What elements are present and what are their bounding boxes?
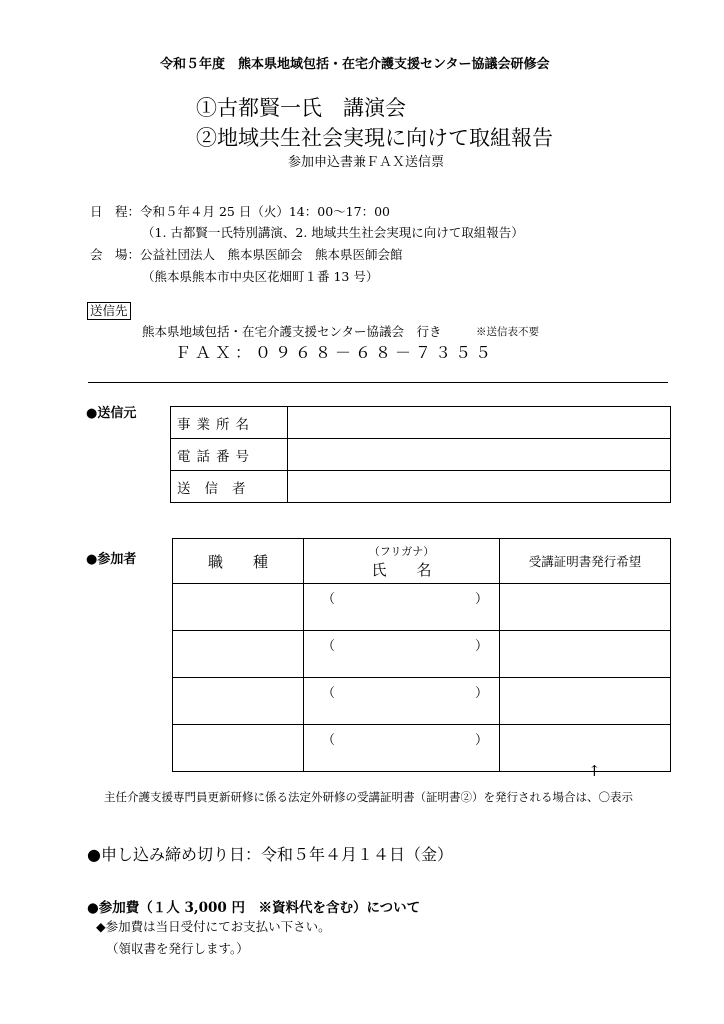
- participants-table: [172, 538, 671, 772]
- occupation-field[interactable]: [173, 584, 304, 631]
- col-certificate-header: 受講証明書発行希望: [500, 539, 671, 584]
- office-name-field[interactable]: [288, 407, 671, 439]
- table-row: [171, 471, 671, 503]
- phone-number-field[interactable]: [288, 439, 671, 471]
- participants-label: ●参加者: [86, 552, 137, 567]
- certificate-note: 主任介護支援専門員更新研修に係る法定外研修の受講証明書（証明書②）を発行される場合は、〇表示: [104, 790, 633, 804]
- name-field[interactable]: [304, 631, 500, 678]
- office-name-label: 事業所名: [171, 407, 288, 439]
- sender-table: [170, 406, 671, 503]
- paren-open: （: [322, 639, 336, 654]
- arrow-up-icon: ↑: [588, 762, 601, 780]
- name-field[interactable]: [304, 725, 500, 772]
- fee-payment-note: ◆参加費は当日受付にてお支払い下さい。: [96, 919, 331, 934]
- paren-close: ）: [475, 733, 489, 748]
- col-occupation-header: 職 種: [173, 539, 304, 584]
- table-row: [173, 584, 671, 631]
- col-name-header: [304, 539, 500, 584]
- paren-close: ）: [475, 639, 489, 654]
- phone-number-label: 電話番号: [171, 439, 288, 471]
- table-row: [173, 631, 671, 678]
- schedule-address: （熊本県熊本市中央区花畑町１番 13 号）: [142, 269, 379, 284]
- form-subtitle: 参加申込書兼ＦＡＸ送信票: [288, 155, 445, 170]
- event-header: 令和５年度 熊本県地域包括・在宅介護支援センター協議会研修会: [160, 57, 550, 72]
- send-to-note: ※送信表不要: [476, 326, 539, 338]
- certificate-field[interactable]: [500, 725, 671, 772]
- occupation-field[interactable]: [173, 678, 304, 725]
- certificate-field[interactable]: [500, 678, 671, 725]
- table-row: [171, 407, 671, 439]
- name-label: 氏 名: [371, 560, 432, 579]
- occupation-field[interactable]: [173, 725, 304, 772]
- paren-close: ）: [475, 592, 489, 607]
- schedule-date: 日 程：令和５年４月 25 日（火）14：00〜17：00: [90, 204, 390, 219]
- table-row: [171, 439, 671, 471]
- table-header-row: [173, 539, 671, 584]
- schedule-venue: 会 場：公益社団法人 熊本県医師会 熊本県医師会館: [90, 247, 403, 262]
- paren-open: （: [322, 592, 336, 607]
- divider: [88, 382, 668, 383]
- title-lecture: ①古都賢一氏 講演会: [196, 96, 406, 120]
- occupation-field[interactable]: [173, 631, 304, 678]
- paren-close: ）: [475, 686, 489, 701]
- title-report: ②地域共生社会実現に向けて取組報告: [196, 126, 553, 150]
- sender-label: ●送信元: [86, 406, 137, 421]
- paren-open: （: [322, 733, 336, 748]
- fee-title: ●参加費（１人 3,000 円 ※資料代を含む）について: [87, 900, 421, 916]
- certificate-field[interactable]: [500, 631, 671, 678]
- certificate-field[interactable]: [500, 584, 671, 631]
- deadline: ●申し込み締め切り日：令和５年４月１４日（金）: [87, 845, 453, 864]
- sender-name-label: 送信者: [171, 471, 288, 503]
- name-field[interactable]: [304, 678, 500, 725]
- fax-number: ＦＡＸ：０９６８－６８－７３５５: [175, 343, 496, 362]
- furigana-label: （フリガナ）: [368, 544, 435, 558]
- fee-receipt-note: （領収書を発行します。）: [106, 941, 249, 956]
- sender-name-field[interactable]: [288, 471, 671, 503]
- schedule-program: （1. 古都賢一氏特別講演、2. 地域共生社会実現に向けて取組報告）: [142, 225, 524, 240]
- send-to-label: 送信先: [87, 302, 131, 320]
- paren-open: （: [322, 686, 336, 701]
- send-to-recipient: 熊本県地域包括・在宅介護支援センター協議会 行き: [142, 324, 442, 339]
- table-row: [173, 678, 671, 725]
- name-field[interactable]: [304, 584, 500, 631]
